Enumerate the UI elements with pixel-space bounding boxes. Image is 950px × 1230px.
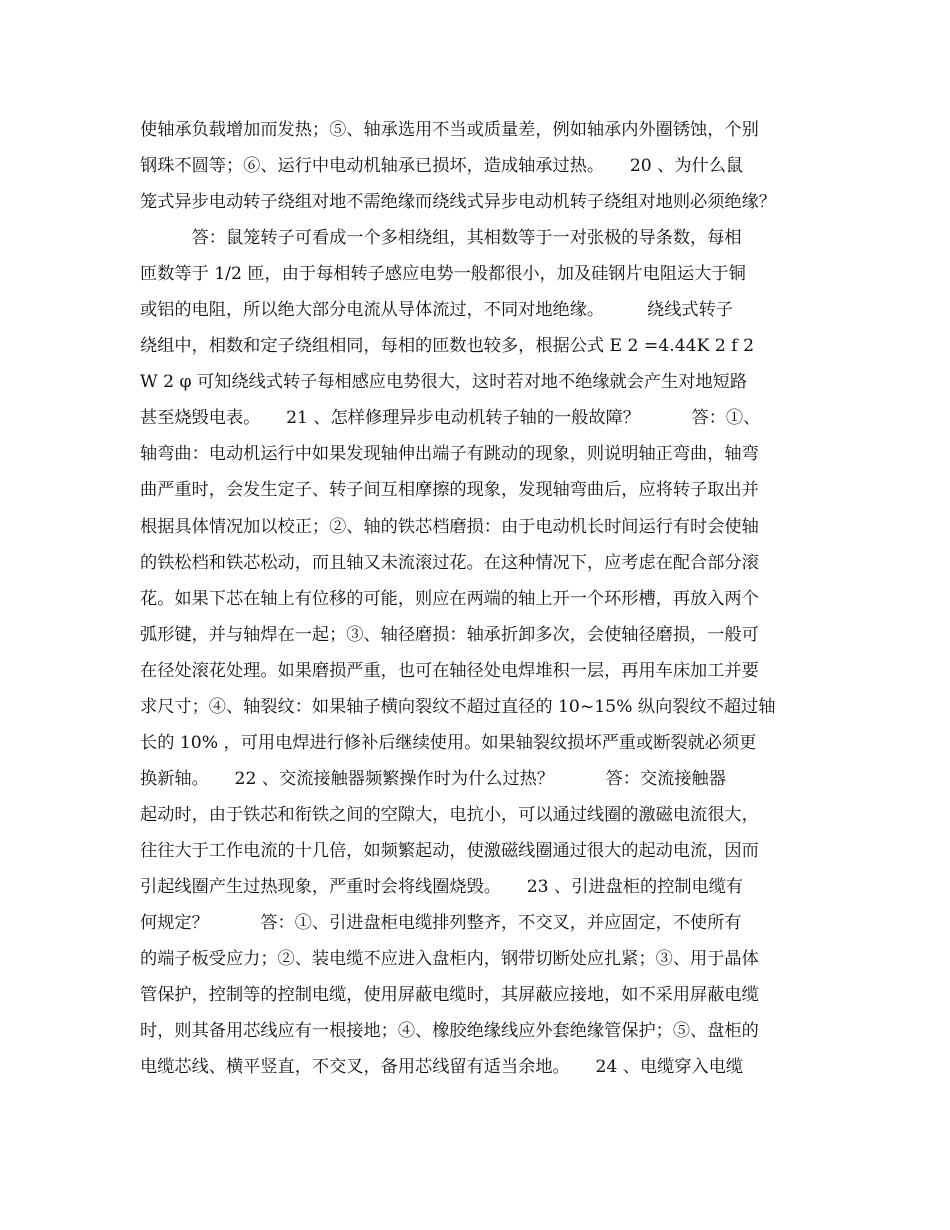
text-line: 求尺寸；④、轴裂纹：如果轴子横向裂纹不超过直径的 10~15% 纵向裂纹不超过轴 bbox=[140, 696, 776, 717]
text-line: 匝数等于 1/2 匝，由于每相转子感应电势一般都很小，加及硅钢片电阻运大于铜 bbox=[140, 264, 746, 285]
text-line: 弧形键，并与轴焊在一起；③、轴径磨损：轴承折卸多次，会使轴径磨损，一般可 bbox=[140, 624, 759, 645]
text-line: 使轴承负载增加而发热；⑤、轴承选用不当或质量差，例如轴承内外圈锈蚀，个别 bbox=[140, 120, 759, 140]
text-line: 曲严重时，会发生定子、转子间互相摩擦的现象，发现轴弯曲后，应将转子取出并 bbox=[140, 480, 759, 501]
text-line: 的铁松档和铁芯松动，而且轴又未流滚过花。在这种情况下，应考虑在配合部分滚 bbox=[140, 552, 759, 573]
text-line: 笼式异步电动转子绕组对地不需绝缘而绕线式异步电动机转子绕组对地则必须绝缘？ bbox=[140, 192, 776, 213]
text-line: 长的 10% ，可用电焊进行修补后继续使用。如果轴裂纹损坏严重或断裂就必须更 bbox=[140, 732, 757, 753]
text-line: W 2 φ 可知绕线式转子每相感应电势很大，这时若对地不绝缘就会产生对地短路 bbox=[140, 372, 748, 393]
text-line: 管保护，控制等的控制电缆，使用屏蔽电缆时，其屏蔽应接地，如不采用屏蔽电缆 bbox=[140, 985, 759, 1006]
text-line: 钢珠不圆等；⑥、运行中电动机轴承已损坏，造成轴承过热。 20 、为什么鼠 bbox=[140, 156, 744, 177]
text-line: 电缆芯线、横平竖直，不交叉，备用芯线留有适当余地。 24 、电缆穿入电缆 bbox=[140, 1057, 744, 1078]
text-line: 花。如果下芯在轴上有位移的可能，则应在两端的轴上开一个环形槽，再放入两个 bbox=[140, 588, 759, 609]
body-text bbox=[140, 112, 814, 1085]
text-line: 绕组中，相数和定子绕组相同，每相的匝数也较多，根据公式 E 2 =4.44K 2 f 2 bbox=[140, 336, 755, 357]
text-line: 时，则其备用芯线应有一根接地；④、橡胶绝缘线应外套绝缘管保护；⑤、盘柜的 bbox=[140, 1021, 759, 1042]
text-line: 起动时，由于铁芯和衔铁之间的空隙大，电抗小，可以通过线圈的激磁电流很大， bbox=[140, 804, 759, 825]
text-line: 何规定？ 答：①、引进盘柜电缆排列整齐，不交叉，并应固定，不使所有 bbox=[140, 913, 742, 934]
text-line: 的端子板受应力；②、装电缆不应进入盘柜内，钢带切断处应扎紧；③、用于晶体 bbox=[140, 949, 759, 970]
text-line: 甚至烧毁电表。 21 、怎样修理异步电动机转子轴的一般故障？ 答：①、 bbox=[140, 408, 761, 429]
text-line: 换新轴。 22 、交流接触器频繁操作时为什么过热？ 答：交流接触器 bbox=[140, 768, 726, 789]
text-line: 往往大于工作电流的十几倍，如频繁起动，使激磁线圈通过很大的起动电流，因而 bbox=[140, 840, 759, 861]
text-line: 在径处滚花处理。如果磨损严重，也可在轴径处电焊堆积一层，再用车床加工并要 bbox=[140, 660, 759, 681]
text-line: 或铝的电阻，所以绝大部分电流从导体流过，不同对地绝缘。 绕线式转子 bbox=[140, 300, 733, 321]
text-line: 根据具体情况加以校正；②、轴的铁芯档磨损：由于电动机长时间运行有时会使轴 bbox=[140, 516, 759, 537]
text-line: 轴弯曲：电动机运行中如果发现轴伸出端子有跳动的现象，则说明轴正弯曲，轴弯 bbox=[140, 444, 759, 465]
text-line: 答：鼠笼转子可看成一个多相绕组，其相数等于一对张极的导条数，每相 bbox=[140, 228, 742, 249]
text-line: 引起线圈产生过热现象，严重时会将线圈烧毁。 23 、引进盘柜的控制电缆有 bbox=[140, 876, 744, 897]
